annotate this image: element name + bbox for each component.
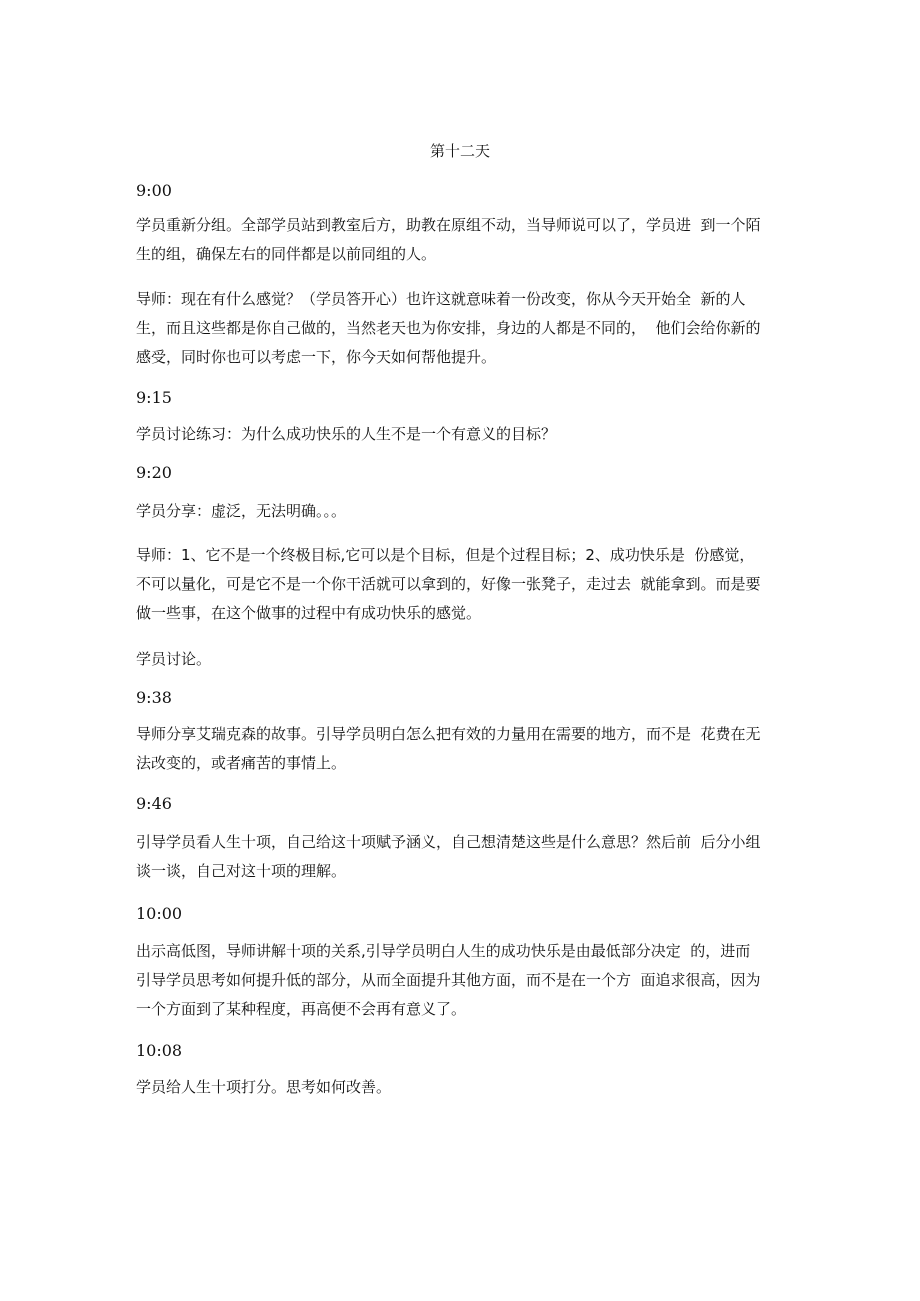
text-line: 生的组，确保左右的同伴都是以前同组的人。: [136, 245, 437, 263]
paragraph-scoring: [136, 1073, 782, 1102]
paragraph-student-share: [136, 497, 782, 526]
time-9-15: 9:15: [136, 388, 172, 407]
text-line: 感受，同时你也可以考虑一下，你今天如何帮他提升。: [136, 348, 497, 366]
text-line: 学员分享：虚泛，无法明确。。。: [136, 502, 347, 520]
page-title: 第十二天: [429, 142, 490, 160]
text-line: 学员重新分组。全部学员站到教室后方，助教在原组不动，当导师说可以了，学员进 到一个陌: [136, 216, 761, 234]
paragraph-discussion-exercise: [136, 420, 782, 449]
text-line: 学员讨论练习：为什么成功快乐的人生不是一个有意义的目标？: [136, 425, 557, 443]
text-line: 引导学员看人生十项，自己给这十项赋予涵义，自己想清楚这些是什么意思？然后前 后分小组: [136, 833, 761, 851]
time-10-08: 10:08: [136, 1041, 183, 1060]
time-9-00: 9:00: [136, 181, 172, 200]
text-line: 法改变的，或者痛苦的事情上。: [136, 754, 347, 772]
paragraph-erickson-story: [136, 720, 782, 778]
text-line: 一个方面到了某种程度，再高便不会再有意义了。: [136, 1000, 467, 1018]
text-line: 谈一谈，自己对这十项的理解。: [136, 862, 347, 880]
paragraph-high-low-chart: [136, 937, 782, 1024]
text-line: 学员给人生十项打分。思考如何改善。: [136, 1078, 392, 1096]
paragraph-mentor-goals: [136, 541, 782, 628]
time-9-46: 9:46: [136, 794, 172, 813]
time-9-20: 9:20: [136, 463, 172, 482]
time-10-00: 10:00: [136, 904, 183, 923]
text-line: 引导学员思考如何提升低的部分，从而全面提升其他方面，而不是在一个方 面追求很高，因为: [136, 971, 761, 989]
text-line: 做一些事，在这个做事的过程中有成功快乐的感觉。: [136, 604, 482, 622]
text-line: 出示高低图，导师讲解十项的关系,引导学员明白人生的成功快乐是由最低部分决定 的，进而: [136, 942, 751, 960]
paragraph-mentor-feeling: [136, 285, 782, 372]
text-line: 生，而且这些都是你自己做的，当然老天也为你安排，身边的人都是不同的， 他们会给你新的: [136, 319, 761, 337]
text-line: 不可以量化，可是它不是一个你干活就可以拿到的，好像一张凳子，走过去 就能拿到。而是要: [136, 575, 761, 593]
paragraph-regroup: [136, 211, 782, 269]
text-line: 导师：1、它不是一个终极目标,它可以是个目标，但是个过程目标；2、成功快乐是 份感觉，: [136, 546, 755, 564]
paragraph-student-discussion: [136, 645, 782, 674]
text-line: 学员讨论。: [136, 650, 212, 668]
text-line: 导师分享艾瑞克森的故事。引导学员明白怎么把有效的力量用在需要的地方，而不是 花费在无: [136, 725, 761, 743]
text-line: 导师：现在有什么感觉？（学员答开心）也许这就意味着一份改变，你从今天开始全 新的人: [136, 290, 746, 308]
time-9-38: 9:38: [136, 688, 172, 707]
paragraph-life-ten-items: [136, 828, 782, 886]
